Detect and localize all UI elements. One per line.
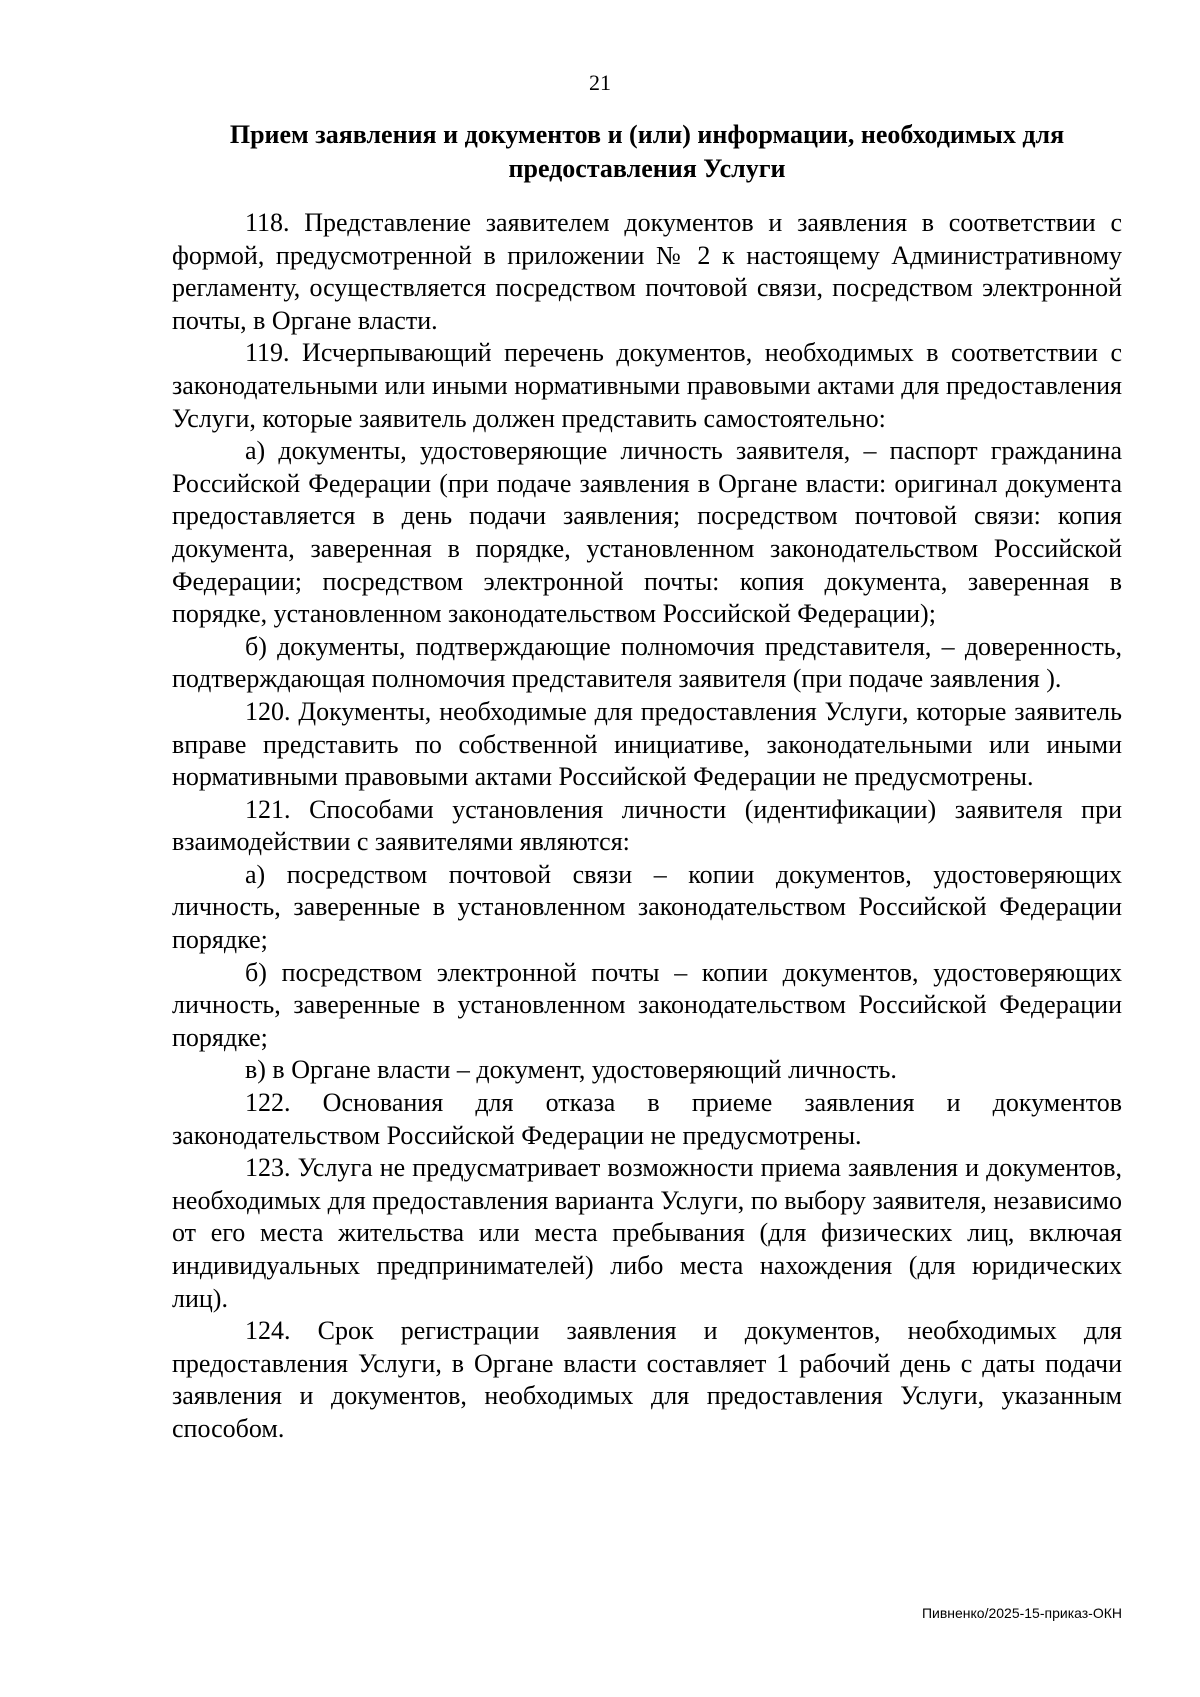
paragraph-121-a: а) посредством почтовой связи – копии документов, удостоверяющих личность, заверенные в установленном законодательством Российской Федерации порядке;	[172, 859, 1122, 955]
paragraph-121-v: в) в Органе власти – документ, удостоверяющий личность.	[245, 1055, 897, 1085]
paragraph-122: 122. Основания для отказа в приеме заявления и документов законодательством Российской Федерации не предусмотрены.	[172, 1088, 1122, 1150]
page-number: 21	[589, 70, 611, 95]
paragraph-119-b: б) документы, подтверждающие полномочия представителя, – доверенность, подтверждающая полномочия представителя заявителя (при подаче заявления ).	[172, 631, 1122, 694]
paragraph-119-a: а) документы, удостоверяющие личность заявителя, – паспорт гражданина Российской Федерации (при подаче заявления в Органе власти: оригинал документа предоставляется в день подачи заявления; посредством почтовой связи: копия документа, заверенная в порядке, установленном законодательством Российской Федерации; посредством электронной почты: копия документа, заверенная в порядке, установленном законодательством Российской Федерации);	[172, 436, 1122, 629]
paragraph-119: 119. Исчерпывающий перечень документов, необходимых в соответствии с законодательными или иными нормативными правовыми актами для предоставления Услуги, которые заявитель должен представить самостоятельно:	[172, 338, 1122, 433]
paragraph-120: 120. Документы, необходимые для предоставления Услуги, которые заявитель вправе представить по собственной инициативе, законодательными или иными нормативными правовыми актами Российской Федерации не предусмотрены.	[172, 696, 1122, 792]
paragraph-123: 123. Услуга не предусматривает возможности приема заявления и документов, необходимых для предоставления варианта Услуги, по выбору заявителя, независимо от его места жительства или места пребывания (для физических лиц, включая индивидуальных предпринимателей) либо места нахождения (для юридических лиц).	[172, 1153, 1122, 1313]
paragraph-124: 124. Срок регистрации заявления и документов, необходимых для предоставления Услуги, в Органе власти составляет 1 рабочий день с даты подачи заявления и документов, необходимых для предоставления Услуги, указанным способом.	[172, 1316, 1122, 1443]
paragraph-118: 118. Представление заявителем документов и заявления в соответствии с формой, предусмотренной в приложении № 2 к настоящему Административному регламенту, осуществляется посредством почтовой связи, посредством электронной почты, в Органе власти.	[172, 208, 1122, 335]
paragraph-121-b: б) посредством электронной почты – копии документов, удостоверяющих личность, заверенные в установленном законодательством Российской Федерации порядке;	[172, 957, 1122, 1052]
paragraph-121: 121. Способами установления личности (идентификации) заявителя при взаимодействии с заявителями являются:	[172, 794, 1122, 857]
document-body	[172, 207, 1122, 1446]
section-heading: Прием заявления и документов и (или) информации, необходимых для предоставления Услуги	[229, 120, 1065, 183]
document-footer-id: Пивненко/2025-15-приказ-ОКН	[921, 1605, 1122, 1621]
